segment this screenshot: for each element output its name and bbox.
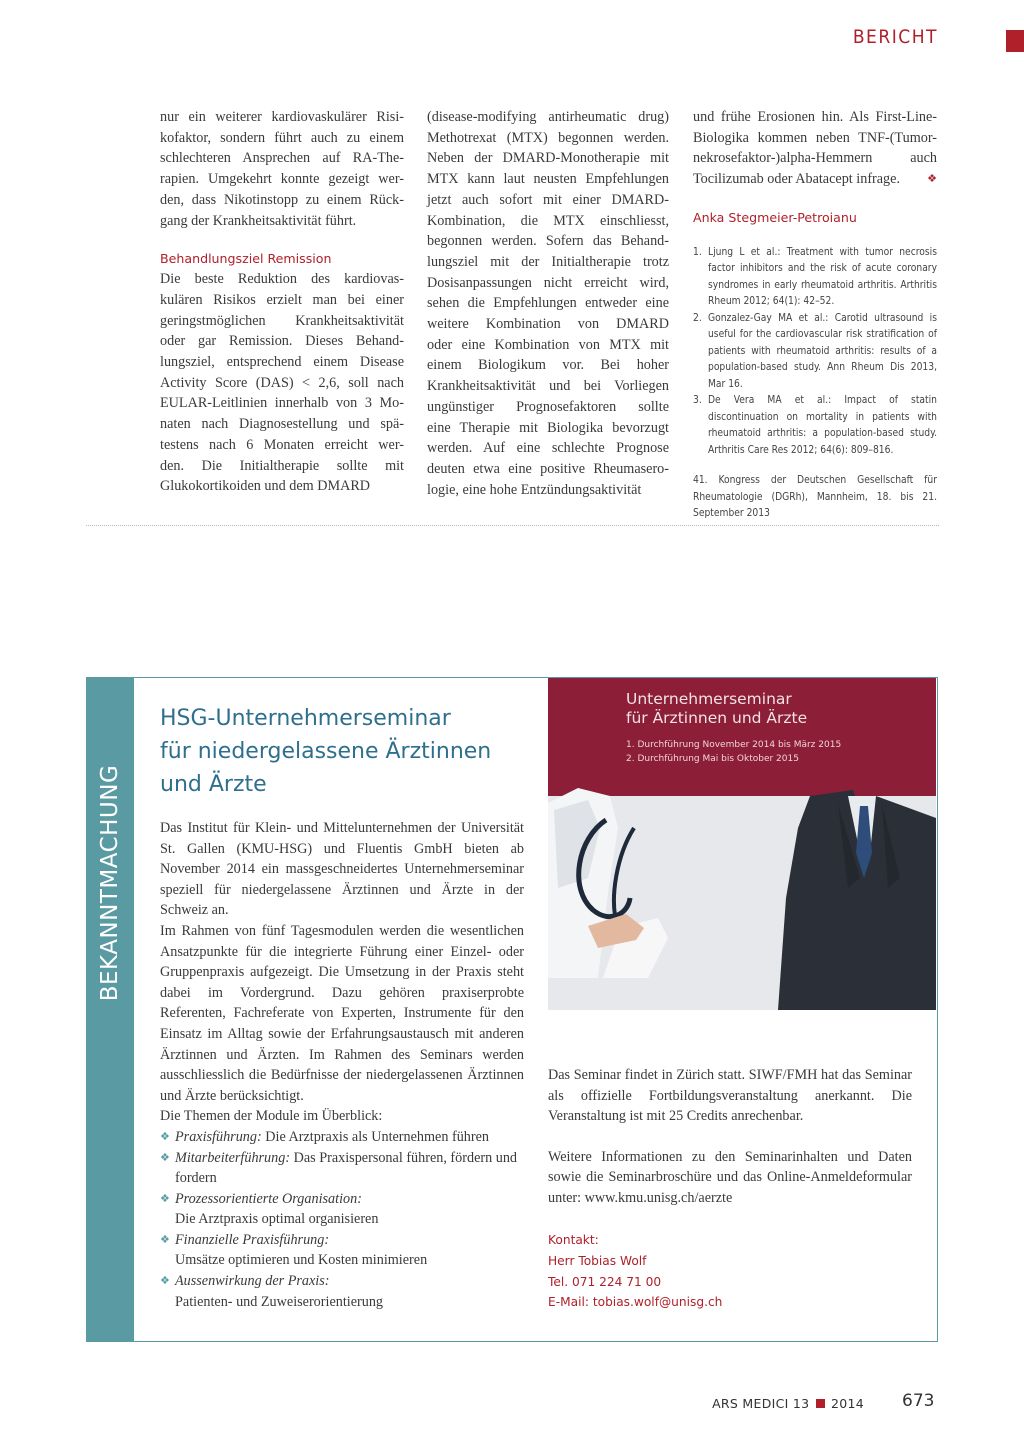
contact-block [548,1230,722,1313]
reference-list [693,245,937,460]
contact-name: Herr Tobias Wolf [548,1253,647,1268]
magazine-year: 2014 [830,1396,864,1411]
subheading: Behandlungsziel Remission [160,251,332,267]
module-list [160,1127,524,1312]
text-line: den, dass Nikotinstopp zu einem Rück- [160,191,404,208]
module-title: Praxisführung: [175,1128,262,1145]
title-line: und Ärzte [160,772,267,797]
column-3-text [693,107,937,190]
title-line: für niedergelassene Ärztinnen [160,739,492,764]
text-line: gang der Krankheitsaktivität führt. [160,212,357,229]
contact-label: Kontakt: [548,1233,599,1247]
text-line: Glukokortikoiden und dem DMARD [160,478,371,495]
footer-square [816,1399,825,1408]
module-text: Die Arztpraxis als Unternehmen führen [265,1128,490,1145]
announcement-body: Im Rahmen von fünf Tagesmodulen werden die wesentlichen Ansatzpunkte für die integrierte Führung einer Einzel- oder Gruppenpraxis aufgezeigt. Die Umsetzung in der Praxis steht dabei im Vordergrund. Dazu gehören praxiserprobte Referenten, Fachreferate von Experten, Instrumente für den Einsatz im Alltag sowie der Erfahrungsaustausch mit anderen Ärztinnen und Ärzten. Im Rahmen des Seminars werden ausschliesslich die Bedürfnisse der niedergelassenen Ärztinnen und Ärzte berücksichtigt. [160,922,524,1104]
column-1-intro [160,107,404,231]
seminar-image [548,678,936,1010]
text-line: und frühe Erosionen hin. Als First-Line- [693,109,937,125]
column-1-body [160,269,404,497]
text-line: kulären Risikos erzielt man bei einer [160,291,404,308]
text-line: sehen die Empfehlungen entweder eine [427,295,669,312]
image-date-line: 2. Durchführung Mai bis Oktober 2015 [626,754,799,764]
magazine-name: ARS MEDICI 13 [712,1396,810,1411]
reference-text: Gonzalez-Gay MA et al.: Carotid ultrasound is useful for the cardiovascular risk stratification of patients with rheumatoid arthritis: results of a population-based study. Ann Rheum Dis 2013, Mar 16. [708,312,937,390]
module-text: Patienten- und Zuweiserorientierung [175,1293,384,1310]
announcement-title [160,702,540,801]
module-title: Finanzielle Praxisführung: [175,1231,330,1248]
end-mark-icon: ❖ [927,173,937,186]
article-column-3 [693,107,937,523]
reference-text: Ljung L et al.: Treatment with tumor necrosis factor inhibitors and the risk of acute coronary syndromes in early rheumatoid arthritis. Arthritis Rheum 2012; 64(1): 42–52. [708,246,937,308]
bullet-icon: ❖ [160,1192,170,1205]
image-dates [626,738,926,766]
text-line: deuten etwa eine positive Rheumasero- [427,460,669,477]
text-line: eine Therapie mit Biologika bevorzugt [427,419,669,436]
bullet-icon: ❖ [160,1151,170,1164]
text-line-content: Tocilizumab oder Abatacept infrage. [693,171,900,188]
text-line: Activity Score (DAS) < 2,6, soll nach [160,374,404,391]
text-line: testens nach 6 Monaten erreicht wer- [160,436,404,453]
text-line: Neben der DMARD-Monotherapie mit [427,150,669,167]
text-line: oder eine Kombination von MTX mit [427,336,669,353]
text-line: nekrosefaktor-)alpha-Hemmern auch [693,150,937,167]
reference-number: 1. [693,246,702,258]
announcement-intro: Das Institut für Klein- und Mittelunternehmen der Universität St. Gallen (KMU-HSG) und Fluentis GmbH bieten ab November 2014 ein massgeschneidertes Unternehmerseminar speziell für niedergelassene Ärztinnen und Ärzte in der Schweiz an. [160,820,524,919]
text-line: kofaktor, sondern führt auch zu einem [160,129,404,146]
text-line: jetzt auch sofort mit einer DMARD- [427,191,669,208]
location-text: Das Seminar findet in Zürich statt. SIWF/FMH hat das Seminar als offizielle Fortbildungsveranstaltung anerkannt. Die Veranstaltung ist mit 25 Credits anrechenbar. [548,1067,912,1125]
module-title: Mitarbeiterführung: [175,1149,291,1166]
image-title-line: für Ärztinnen und Ärzte [626,709,808,727]
text-line: begonnen werden. Sofern das Behand- [427,233,669,250]
module-text: Die Arztpraxis optimal organisieren [175,1211,379,1228]
text-line: MTX kann laut neusten Empfehlungen [427,171,669,188]
contact-email[interactable]: E-Mail: tobias.wolf@unisg.ch [548,1295,723,1310]
article-column-2 [427,107,669,500]
text-line: rapien. Umgekehrt konnte gezeigt wer- [160,171,404,188]
reference-number: 3. [693,395,702,407]
module-item [160,1189,524,1230]
source-note: 41. Kongress der Deutschen Gesellschaft für Rheumatologie (DGRh), Mannheim, 18. bis 21. September 2013 [693,475,937,520]
reference-text: De Vera MA et al.: Impact of statin discontinuation on mortality in patients with rheumatoid arthritis: a population-based study. Arthritis Care Res 2012; 64(6): 809–816. [708,395,937,456]
contact-phone: Tel. 071 224 71 00 [548,1274,662,1289]
info-text: Weitere Informationen zu den Seminarinhalten und Daten sowie die Seminarbroschüre und das Online-Anmeldeformular unter: www.kmu.unisg.ch/aerzte [548,1148,912,1206]
page-number: 673 [902,1391,935,1411]
text-line: ungünstiger Prognosefaktoren sollte [427,398,669,415]
image-title [626,690,926,728]
text-line: schlechteren Ansprechen auf RA-The- [160,150,404,167]
module-text: Das Praxispersonal führen, fördern und fordern [175,1149,518,1187]
author-name: Anka Stegmeier-Petroianu [693,209,857,225]
bullet-icon: ❖ [160,1233,170,1246]
text-line [693,169,937,190]
module-item [160,1127,524,1148]
image-title-line: Unternehmerseminar [626,690,792,708]
module-title: Aussenwirkung der Praxis: [175,1273,330,1290]
text-line: Biologika kommen neben TNF-(Tumor- [693,129,937,146]
reference-number: 2. [693,312,702,324]
article-column-1 [160,107,404,497]
section-label: BERICHT [852,26,938,48]
announcement-text [160,818,524,1312]
footer-magazine [712,1396,864,1411]
reference-item [693,393,937,459]
text-line: einem Biologikum vor. Bei hoher [427,357,669,374]
module-item [160,1148,524,1189]
announcement-vertical-label [86,677,134,1341]
bullet-icon: ❖ [160,1130,170,1143]
vertical-label-text: BEKANNTMACHUNG [97,764,123,1002]
title-line: HSG-Unternehmerseminar [160,706,451,731]
module-item [160,1271,524,1312]
text-line: lungsziel mit der Initialtherapie trotz [427,253,669,270]
text-line: logie, eine hohe Entzündungsaktivität [427,481,642,498]
text-line: Die beste Reduktion des kardiovas- [160,271,404,288]
module-text: Umsätze optimieren und Kosten minimieren [175,1252,428,1269]
text-line: Methotrexat (MTX) begonnen werden. [427,129,669,146]
text-line: Kombination, die MTX einschliesst, [427,212,669,229]
bullet-icon: ❖ [160,1275,170,1288]
text-line: naten nach Diagnosestellung und spä- [160,416,404,433]
text-line: weitere Kombination von DMARD [427,316,669,333]
image-date-line: 1. Durchführung November 2014 bis März 2015 [626,740,842,750]
announcement-details [548,1065,912,1209]
dotted-separator [86,525,939,526]
reference-item [693,245,937,311]
text-line: lungsziel, entsprechend einem Disease [160,354,404,371]
text-line: Krankheitsaktivität und bei Vorliegen [427,378,669,395]
text-line: EULAR-Leitlinien innerhalb von 3 Mo- [160,395,404,412]
text-line: (disease-modifying antirheumatic drug) [427,109,669,125]
module-title: Prozessorientierte Organisation: [175,1190,362,1207]
text-line: Dosisanpassungen nicht erreicht wird, [427,274,669,291]
section-marker [1006,30,1024,52]
column-2-text [427,107,669,500]
module-item [160,1230,524,1271]
text-line: oder gar Remission. Dieses Behand- [160,333,404,350]
text-line: den. Die Initialtherapie sollte mit [160,457,404,474]
text-line: nur ein weiterer kardiovaskulärer Risi- [160,109,404,125]
reference-item [693,311,937,394]
modules-intro: Die Themen der Module im Überblick: [160,1108,383,1125]
text-line: werden. Auf eine schlechte Prognose [427,440,669,457]
text-line: geringstmöglichen Krankheitsaktivität [160,312,404,329]
